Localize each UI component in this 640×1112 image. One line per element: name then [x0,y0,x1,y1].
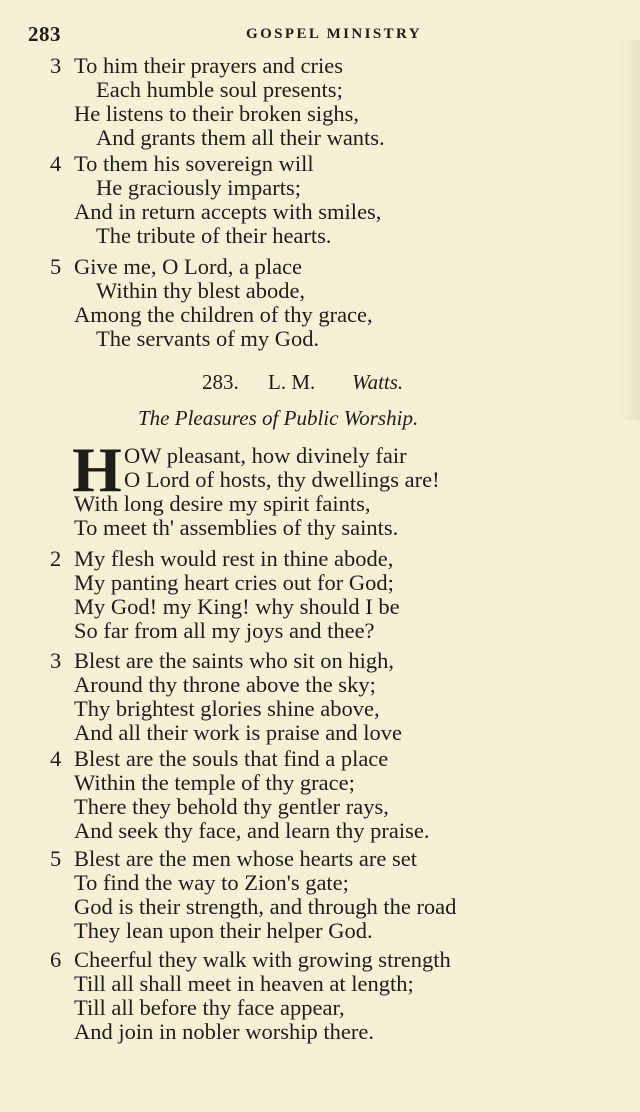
verse-line: My flesh would rest in thine abode, [74,546,394,571]
verse-line: Within thy blest abode, [96,278,306,303]
verse-line: Thy brightest glories shine above, [74,696,380,721]
hymn-meter: L. M. [268,370,316,394]
verse-line: And all their work is praise and love [74,720,403,745]
page-edge-shadow [620,40,640,420]
verse-line: He graciously imparts; [96,175,301,200]
verse-line: There they behold thy gentler rays, [74,794,389,819]
hymn-title: The Pleasures of Public Worship. [138,406,419,430]
verse-line: Give me, O Lord, a place [74,254,303,279]
verse-line: My panting heart cries out for God; [74,570,394,595]
verse-line: They lean upon their helper God. [74,918,373,943]
verse-line: So far from all my joys and thee? [74,618,375,643]
verse-line: To find the way to Zion's gate; [74,870,349,895]
verse-number: 5 [50,254,62,279]
verse-line: OW pleasant, how divinely fair [124,443,407,468]
verse-line: And in return accepts with smiles, [74,199,382,224]
verse-line: And seek thy face, and learn thy praise. [74,818,430,843]
verse-line: And grants them all their wants. [96,125,385,150]
verse-line: He listens to their broken sighs, [74,101,359,126]
verse-line: O Lord of hosts, thy dwellings are! [124,467,440,492]
page-header [28,22,618,48]
verse-number: 5 [50,846,62,871]
verse-line: The servants of my God. [96,326,320,351]
verse-line: Till all shall meet in heaven at length; [74,971,414,996]
running-head: GOSPEL MINISTRY [246,26,422,42]
verse-line: Each humble soul presents; [96,77,343,102]
verse-line: Among the children of thy grace, [74,302,373,327]
verse-line: My God! my King! why should I be [74,594,400,619]
verse-line: To meet th' assemblies of thy saints. [74,515,399,540]
page-number: 283 [28,22,61,46]
verse-line: To him their prayers and cries [74,53,343,78]
verse-line: Around thy throne above the sky; [74,672,376,697]
verse-number: 3 [50,648,62,673]
drop-cap: H [72,434,122,505]
verse-line: To them his sovereign will [74,151,314,176]
verse-number: 4 [50,746,62,771]
verse-line: God is their strength, and through the road [74,894,457,919]
verse-number: 4 [50,151,62,176]
verse-line: Cheerful they walk with growing strength [74,947,451,972]
verse-number: 6 [50,947,62,972]
verse-number: 2 [50,546,62,571]
hymn-number: 283. [202,370,239,394]
verse-line: Within the temple of thy grace; [74,770,355,795]
verse-line: Till all before thy face appear, [74,995,345,1020]
verse-number: 3 [50,53,62,78]
verse-line: With long desire my spirit faints, [74,491,371,516]
verse-line: Blest are the men whose hearts are set [74,846,417,871]
verse-line: Blest are the saints who sit on high, [74,648,394,673]
verse-line: And join in nobler worship there. [74,1019,374,1044]
hymn-author: Watts. [352,370,404,394]
verse-line: The tribute of their hearts. [96,223,332,248]
verse-line: Blest are the souls that find a place [74,746,389,771]
